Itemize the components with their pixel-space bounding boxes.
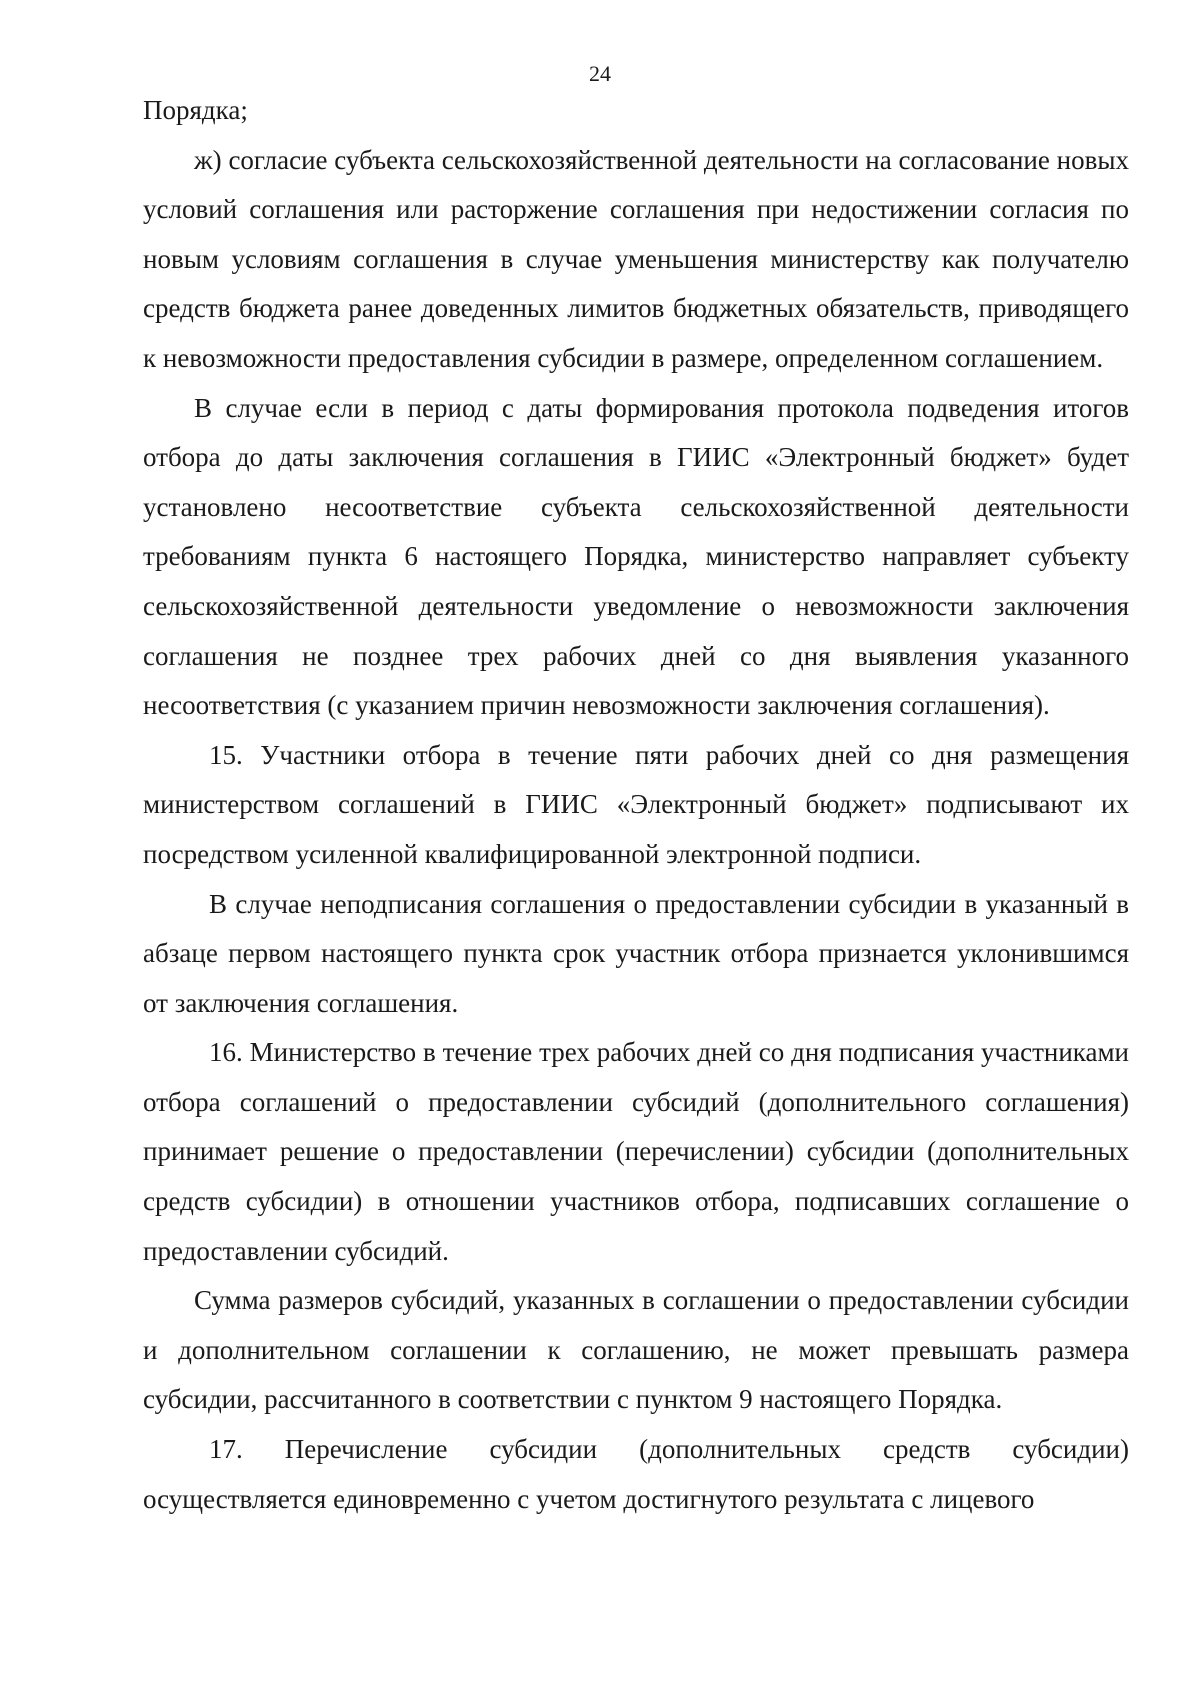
document-body xyxy=(143,86,1129,1524)
paragraph-clause-17: 17. Перечисление субсидии (дополнительных средств субсидии) осуществляется единовременно с учетом достигнутого результата с лицевого xyxy=(143,1434,1129,1514)
paragraph-item-zh: ж) согласие субъекта сельскохозяйственной деятельности на согласование новых условий соглашения или расторжение соглашения при недостижении согласия по новым условиям соглашения в случае уменьшения министерству как получателю средств бюджета ранее доведенных лимитов бюджетных обязательств, приводящего к невозможности предоставления субсидии в размере, определенном соглашением. xyxy=(143,144,1129,373)
paragraph-continuation: Порядка; xyxy=(143,95,248,125)
paragraph-unsigned-agreement: В случае неподписания соглашения о предоставлении субсидии в указанный в абзаце первом настоящего пункта срок участник отбора признается уклонившимся от заключения соглашения. xyxy=(143,888,1129,1018)
paragraph-clause-16: 16. Министерство в течение трех рабочих дней со дня подписания участниками отбора соглашений о предоставлении субсидий (дополнительного соглашения) принимает решение о предоставлении (перечислении) субсидии (дополнительных средств субсидии) в отношении участников отбора, подписавших соглашение о предоставлении субсидий. xyxy=(143,1037,1129,1266)
page-number: 24 xyxy=(589,61,611,86)
paragraph-clause-15: 15. Участники отбора в течение пяти рабочих дней со дня размещения министерством соглашений в ГИИС «Электронный бюджет» подписывают их посредством усиленной квалифицированной электронной подписи. xyxy=(143,739,1129,869)
paragraph-noncompliance: В случае если в период с даты формирования протокола подведения итогов отбора до даты заключения соглашения в ГИИС «Электронный бюджет» будет установлено несоответствие субъекта сельскохозяйственной деятельности требованиям пункта 6 настоящего Порядка, министерство направляет субъекту сельскохозяйственной деятельности уведомление о невозможности заключения соглашения не позднее трех рабочих дней со дня выявления указанного несоответствия (с указанием причин невозможности заключения соглашения). xyxy=(143,392,1129,721)
paragraph-subsidy-sum: Сумма размеров субсидий, указанных в соглашении о предоставлении субсидии и дополнительном соглашении к соглашению, не может превышать размера субсидии, рассчитанного в соответствии с пунктом 9 настоящего Порядка. xyxy=(143,1285,1129,1415)
